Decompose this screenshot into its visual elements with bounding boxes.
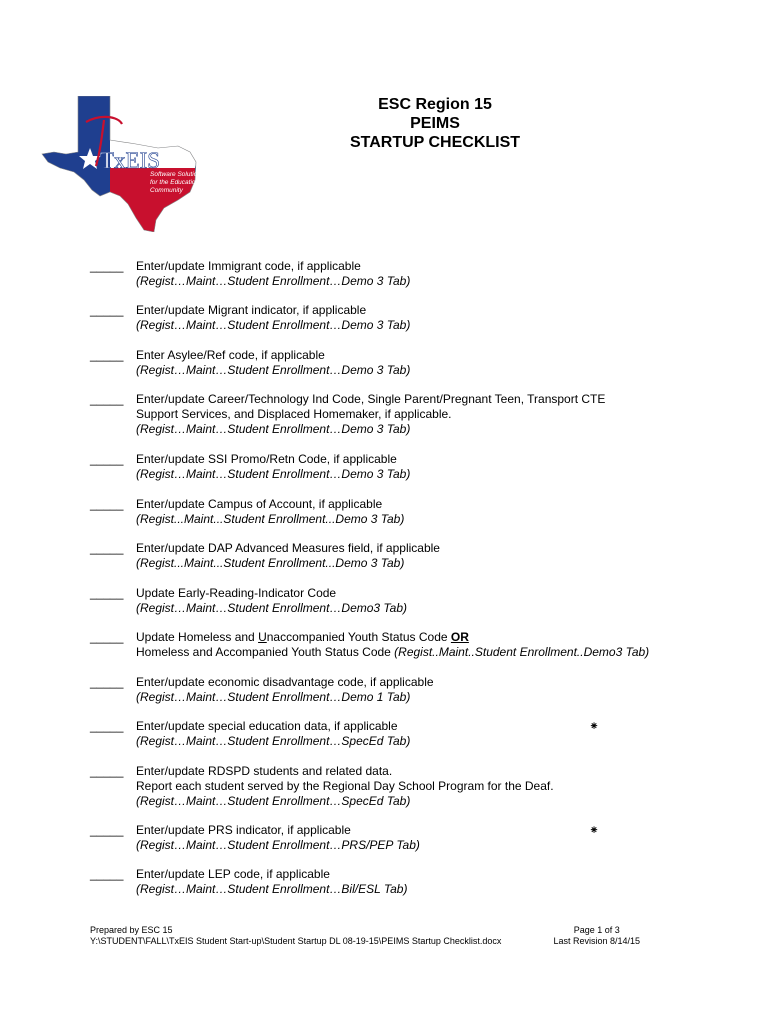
menu-path: (Regist…Maint…Student Enrollment…PRS/PEP Tab)	[136, 838, 420, 852]
item-text: Enter/update economic disadvantage code, if applicable	[136, 675, 434, 689]
checklist-item	[90, 719, 770, 749]
footer-right	[553, 925, 640, 947]
item-text: Enter/update RDSPD students and related data.	[136, 764, 393, 778]
checklist-item	[90, 764, 770, 809]
logo-tagline-1: Software Solutions	[150, 171, 205, 178]
item-text-2: Support Services, and Displaced Homemaker, if applicable.	[136, 407, 452, 421]
check-blank: _____	[90, 867, 124, 881]
checklist-item	[90, 675, 770, 705]
menu-path: (Regist…Maint…Student Enrollment…Demo 3 Tab)	[136, 363, 411, 377]
item-text: Enter/update PRS indicator, if applicable	[136, 823, 351, 837]
check-blank: _____	[90, 348, 124, 362]
menu-path: (Regist...Maint...Student Enrollment...Demo 3 Tab)	[136, 512, 405, 526]
menu-path: (Regist..Maint..Student Enrollment..Demo3 Tab)	[394, 645, 650, 659]
item-text-2: Report each student served by the Regional Day School Program for the Deaf.	[136, 779, 554, 793]
item-text-2: Homeless and Accompanied Youth Status Code (Regist..Maint..Student Enrollment..Demo3 Tab)	[136, 645, 650, 659]
check-blank: _____	[90, 823, 124, 837]
asterisk-icon: ⁕	[589, 719, 600, 733]
check-blank: _____	[90, 452, 124, 466]
file-path: Y:\STUDENT\FALL\TxEIS Student Start-up\Student Startup DL 08-19-15\PEIMS Startup Checklist.docx	[90, 936, 502, 946]
logo-brand: TxEIS	[100, 148, 161, 173]
checklist-item	[90, 259, 770, 289]
title-line-2: PEIMS	[410, 115, 460, 132]
checklist-item	[90, 541, 770, 571]
check-blank: _____	[90, 497, 124, 511]
item-text: Enter/update Immigrant code, if applicable	[136, 259, 361, 273]
menu-path: (Regist…Maint…Student Enrollment…Demo 3 Tab)	[136, 467, 411, 481]
check-blank: _____	[90, 392, 124, 406]
checklist-item	[90, 348, 770, 378]
check-blank: _____	[90, 764, 124, 778]
asterisk-icon: ⁕	[589, 823, 600, 837]
logo-tagline-2: for the Educational	[150, 179, 205, 186]
checklist-item	[90, 452, 770, 482]
logo-tagline-3: Community	[150, 187, 183, 194]
checklist-item	[90, 497, 770, 527]
menu-path: (Regist…Maint…Student Enrollment…SpecEd Tab)	[136, 794, 411, 808]
check-blank: _____	[90, 630, 124, 644]
item-text: Update Homeless and Unaccompanied Youth Status Code OR	[136, 630, 469, 644]
check-blank: _____	[90, 586, 124, 600]
check-blank: _____	[90, 675, 124, 689]
check-blank: _____	[90, 303, 124, 317]
txeis-logo	[40, 96, 210, 232]
page-number: Page 1 of 3	[573, 925, 620, 935]
checklist-item	[90, 586, 770, 616]
item-text: Enter/update Migrant indicator, if applicable	[136, 303, 367, 317]
checklist-item	[90, 392, 770, 437]
item-text: Enter/update Career/Technology Ind Code, Single Parent/Pregnant Teen, Transport CTE	[136, 392, 606, 406]
menu-path: (Regist…Maint…Student Enrollment…Demo 3 Tab)	[136, 274, 411, 288]
item-text: Enter/update DAP Advanced Measures field, if applicable	[136, 541, 440, 555]
title-line-3: STARTUP CHECKLIST	[349, 134, 521, 151]
item-text: Enter/update LEP code, if applicable	[136, 867, 330, 881]
page-title	[300, 95, 570, 152]
check-blank: _____	[90, 719, 124, 733]
checklist-item	[90, 823, 770, 853]
menu-path: (Regist…Maint…Student Enrollment…Demo3 Tab)	[136, 601, 408, 615]
last-revision: Last Revision 8/14/15	[553, 936, 640, 946]
item-text: Enter/update SSI Promo/Retn Code, if applicable	[136, 452, 397, 466]
check-blank: _____	[90, 259, 124, 273]
menu-path: (Regist…Maint…Student Enrollment…Demo 3 Tab)	[136, 318, 411, 332]
menu-path: (Regist…Maint…Student Enrollment…Bil/ESL Tab)	[136, 882, 408, 896]
checklist-item	[90, 303, 770, 333]
checklist-item	[90, 867, 770, 897]
checklist-item	[90, 630, 770, 660]
menu-path: (Regist…Maint…Student Enrollment…Demo 1 Tab)	[136, 690, 411, 704]
check-blank: _____	[90, 541, 124, 555]
footer-left	[90, 925, 501, 947]
item-text: Update Early-Reading-Indicator Code	[136, 586, 337, 600]
menu-path: (Regist...Maint...Student Enrollment...Demo 3 Tab)	[136, 556, 405, 570]
menu-path: (Regist…Maint…Student Enrollment…Demo 3 Tab)	[136, 422, 411, 436]
item-text: Enter Asylee/Ref code, if applicable	[136, 348, 325, 362]
item-text: Enter/update Campus of Account, if applicable	[136, 497, 383, 511]
item-text: Enter/update special education data, if applicable	[136, 719, 398, 733]
prepared-by: Prepared by ESC 15	[90, 925, 173, 935]
menu-path: (Regist…Maint…Student Enrollment…SpecEd Tab)	[136, 734, 411, 748]
title-line-1: ESC Region 15	[378, 96, 492, 113]
